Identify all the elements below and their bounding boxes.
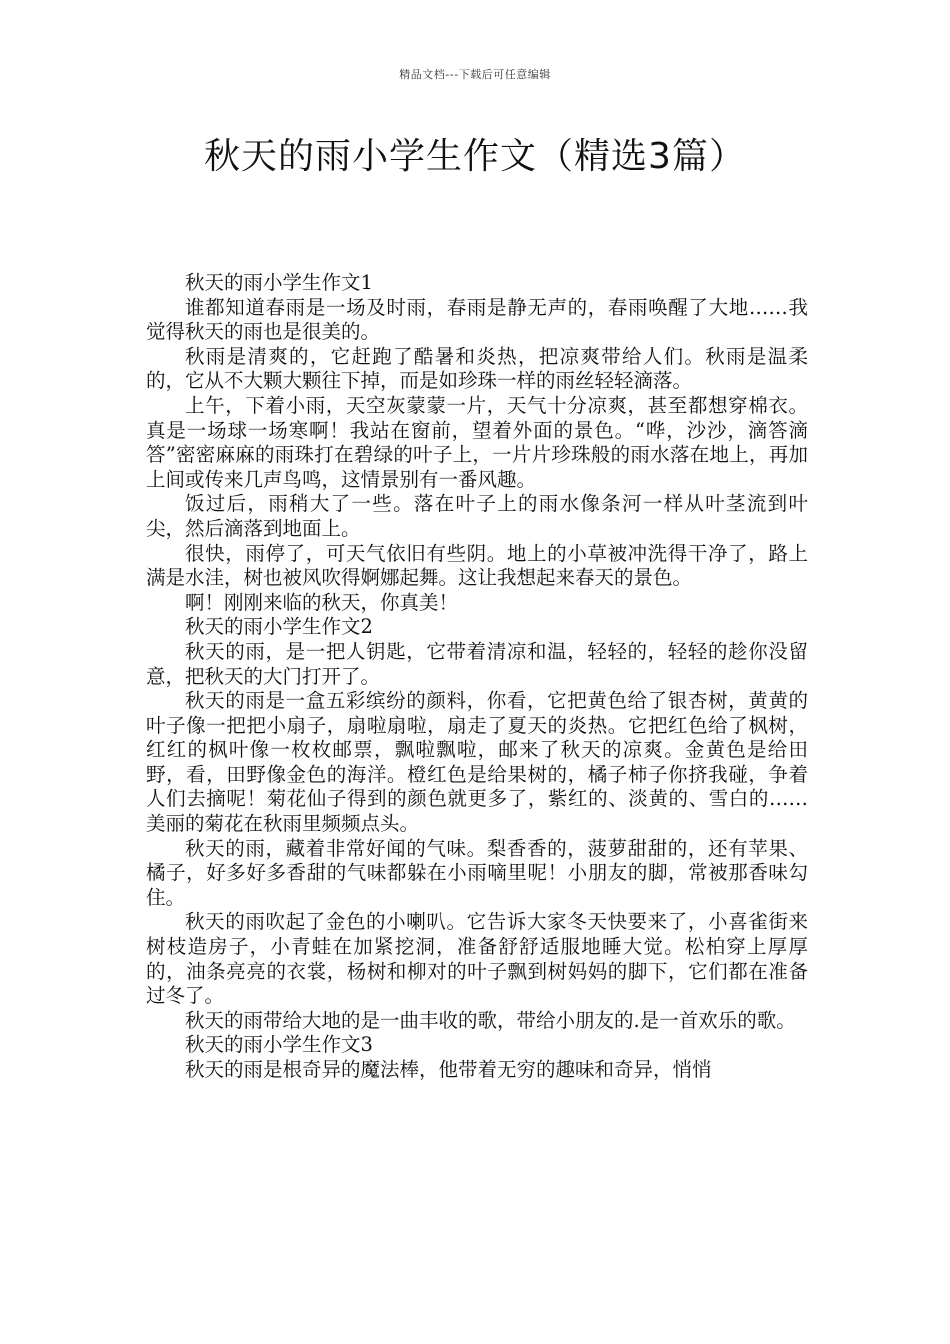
paragraph: 秋天的雨吹起了金色的小喇叭。它告诉大家冬天快要来了，小喜雀街来树枝造房子，小青蛙在加紧挖洞，准备舒舒适服地睡大觉。松柏穿上厚厚的，油条亮亮的衣裳，杨树和柳对的叶子飘到树妈妈的脚下，它们都在准备过冬了。 xyxy=(146,910,808,1008)
paragraph: 上午，下着小雨，天空灰蒙蒙一片，天气十分凉爽，甚至都想穿棉衣。真是一场球一场寒啊！我站在窗前，望着外面的景色。“哗，沙沙，滴答滴答”密密麻麻的雨珠打在碧绿的叶子上，一片片珍珠般的雨水落在地上，再加上间或传来几声鸟鸣，这情景别有一番风趣。 xyxy=(146,393,808,491)
paragraph: 秋天的雨是一盒五彩缤纷的颜料，你看，它把黄色给了银杏树，黄黄的叶子像一把把小扇子，扇啦扇啦，扇走了夏天的炎热。它把红色给了枫树，红红的枫叶像一枚枚邮票，飘啦飘啦，邮来了秋天的凉爽。金黄色是给田野，看，田野像金色的海洋。橙红色是给果树的，橘子柿子你挤我碰，争着人们去摘呢！菊花仙子得到的颜色就更多了，紫红的、淡黄的、雪白的……美丽的菊花在秋雨里频频点头。 xyxy=(146,689,808,836)
paragraph: 饭过后，雨稍大了一些。落在叶子上的雨水像条河一样从叶茎流到叶尖，然后滴落到地面上。 xyxy=(146,492,808,540)
paragraph: 秋雨是清爽的，它赶跑了酷暑和炎热，把凉爽带给人们。秋雨是温柔的，它从不大颗大颗往下掉，而是如珍珠一样的雨丝轻轻滴落。 xyxy=(146,344,808,393)
document-body xyxy=(146,271,808,1083)
section-heading-3: 秋天的雨小学生作文3 xyxy=(185,1033,373,1057)
paragraph: 啊！刚刚来临的秋天，你真美！ xyxy=(185,590,459,614)
document-title: 秋天的雨小学生作文（精选3篇） xyxy=(204,136,746,177)
paragraph: 秋天的雨带给大地的是一曲丰收的歌，带给小朋友的.是一首欢乐的歌。 xyxy=(185,1008,796,1032)
paragraph: 很快，雨停了，可天气依旧有些阴。地上的小草被冲洗得干净了，路上满是水洼，树也被风吹得婀娜起舞。这让我想起来春天的景色。 xyxy=(146,541,808,590)
paragraph: 谁都知道春雨是一场及时雨，春雨是静无声的，春雨唤醒了大地……我觉得秋天的雨也是很美的。 xyxy=(146,295,808,344)
paragraph: 秋天的雨是根奇异的魔法棒，他带着无穷的趣味和奇异，悄悄 xyxy=(185,1058,712,1081)
paragraph: 秋天的雨，藏着非常好闻的气味。梨香香的，菠萝甜甜的，还有苹果、橘子，好多好多香甜的气味都躲在小雨嘀里呢！小朋友的脚，常被那香味勾住。 xyxy=(146,836,808,909)
section-heading-2: 秋天的雨小学生作文2 xyxy=(185,615,373,639)
header-note: 精品文档---下载后可任意编辑 xyxy=(399,68,551,81)
paragraph: 秋天的雨，是一把人钥匙，它带着清凉和温，轻轻的，轻轻的趁你没留意，把秋天的大门打开了。 xyxy=(146,639,808,688)
section-heading-1: 秋天的雨小学生作文1 xyxy=(185,271,373,294)
